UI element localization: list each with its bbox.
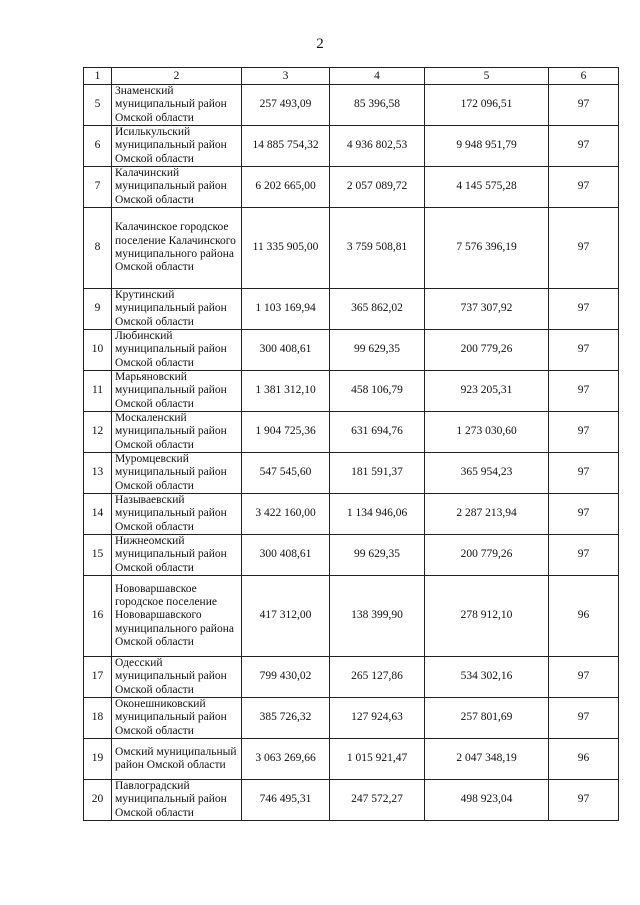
column-5-cell: 737 307,92 (425, 289, 549, 330)
column-3-cell: 417 312,00 (242, 576, 330, 657)
column-6-cell: 96 (549, 576, 619, 657)
table-row (84, 289, 619, 330)
table-row (84, 371, 619, 412)
row-number-cell: 16 (84, 576, 112, 657)
row-number-cell: 19 (84, 739, 112, 780)
row-number-cell: 8 (84, 208, 112, 289)
column-5-cell: 2 287 213,94 (425, 494, 549, 535)
column-5-cell: 278 912,10 (425, 576, 549, 657)
column-4-cell: 265 127,86 (330, 657, 425, 698)
column-5-cell: 200 779,26 (425, 535, 549, 576)
column-3-cell: 799 430,02 (242, 657, 330, 698)
column-6-cell: 97 (549, 412, 619, 453)
row-number-cell: 10 (84, 330, 112, 371)
table-row (84, 576, 619, 657)
municipality-name-cell: Называевский муниципальный район Омской области (112, 494, 242, 535)
column-4-cell: 127 924,63 (330, 698, 425, 739)
column-3-cell: 1 103 169,94 (242, 289, 330, 330)
table-row (84, 167, 619, 208)
column-3-cell: 547 545,60 (242, 453, 330, 494)
row-number-cell: 17 (84, 657, 112, 698)
column-4-cell: 1 134 946,06 (330, 494, 425, 535)
page-number: 2 (316, 36, 324, 52)
column-4-cell: 3 759 508,81 (330, 208, 425, 289)
column-3-cell: 14 885 754,32 (242, 126, 330, 167)
table-row (84, 85, 619, 126)
column-6-cell: 97 (549, 85, 619, 126)
column-6-cell: 97 (549, 289, 619, 330)
column-6-cell: 97 (549, 330, 619, 371)
column-4-cell: 4 936 802,53 (330, 126, 425, 167)
table-row (84, 780, 619, 821)
column-5-cell: 200 779,26 (425, 330, 549, 371)
table-row (84, 657, 619, 698)
municipality-name-cell: Крутинский муниципальный район Омской области (112, 289, 242, 330)
municipality-name-cell: Знаменский муниципальный район Омской области (112, 85, 242, 126)
row-number-cell: 5 (84, 85, 112, 126)
column-3-cell: 6 202 665,00 (242, 167, 330, 208)
column-3-cell: 1 381 312,10 (242, 371, 330, 412)
column-5-cell: 1 273 030,60 (425, 412, 549, 453)
column-3-cell: 300 408,61 (242, 535, 330, 576)
row-number-cell: 9 (84, 289, 112, 330)
municipality-name-cell: Москаленский муниципальный район Омской области (112, 412, 242, 453)
column-6-cell: 97 (549, 126, 619, 167)
column-5-cell: 172 096,51 (425, 85, 549, 126)
column-4-cell: 99 629,35 (330, 330, 425, 371)
table-row (84, 535, 619, 576)
municipality-name-cell: Павлоградский муниципальный район Омской области (112, 780, 242, 821)
column-3-cell: 385 726,32 (242, 698, 330, 739)
table-row (84, 494, 619, 535)
column-3-cell: 1 904 725,36 (242, 412, 330, 453)
row-number-cell: 12 (84, 412, 112, 453)
column-3-cell: 3 422 160,00 (242, 494, 330, 535)
column-6-cell: 97 (549, 494, 619, 535)
row-number-cell: 7 (84, 167, 112, 208)
column-3-cell: 11 335 905,00 (242, 208, 330, 289)
table-row (84, 126, 619, 167)
table-header-row (84, 68, 619, 85)
column-6-cell: 97 (549, 453, 619, 494)
column-5-cell: 534 302,16 (425, 657, 549, 698)
row-number-cell: 15 (84, 535, 112, 576)
column-5-cell: 257 801,69 (425, 698, 549, 739)
column-5-cell: 498 923,04 (425, 780, 549, 821)
column-6-cell: 97 (549, 657, 619, 698)
column-6-cell: 96 (549, 739, 619, 780)
table-row (84, 330, 619, 371)
table-row (84, 739, 619, 780)
column-6-cell: 97 (549, 371, 619, 412)
column-6-cell: 97 (549, 535, 619, 576)
data-table (83, 67, 619, 821)
table-row (84, 412, 619, 453)
column-4-cell: 631 694,76 (330, 412, 425, 453)
column-header: 3 (242, 68, 330, 85)
column-4-cell: 247 572,27 (330, 780, 425, 821)
column-4-cell: 181 591,37 (330, 453, 425, 494)
column-4-cell: 99 629,35 (330, 535, 425, 576)
column-3-cell: 746 495,31 (242, 780, 330, 821)
column-5-cell: 365 954,23 (425, 453, 549, 494)
row-number-cell: 20 (84, 780, 112, 821)
municipality-name-cell: Оконешниковский муниципальный район Омской области (112, 698, 242, 739)
municipality-name-cell: Калачинский муниципальный район Омской области (112, 167, 242, 208)
column-4-cell: 458 106,79 (330, 371, 425, 412)
column-6-cell: 97 (549, 780, 619, 821)
column-5-cell: 7 576 396,19 (425, 208, 549, 289)
municipality-name-cell: Муромцевский муниципальный район Омской области (112, 453, 242, 494)
table-row (84, 208, 619, 289)
municipality-name-cell: Калачинское городское поселение Калачинского муниципального района Омской области (112, 208, 242, 289)
municipality-name-cell: Марьяновский муниципальный район Омской области (112, 371, 242, 412)
column-6-cell: 97 (549, 698, 619, 739)
column-4-cell: 2 057 089,72 (330, 167, 425, 208)
table-row (84, 698, 619, 739)
row-number-cell: 14 (84, 494, 112, 535)
municipality-name-cell: Нижнеомский муниципальный район Омской области (112, 535, 242, 576)
column-4-cell: 138 399,90 (330, 576, 425, 657)
column-5-cell: 2 047 348,19 (425, 739, 549, 780)
column-header: 5 (425, 68, 549, 85)
column-header: 2 (112, 68, 242, 85)
column-4-cell: 85 396,58 (330, 85, 425, 126)
row-number-cell: 6 (84, 126, 112, 167)
column-header: 4 (330, 68, 425, 85)
table-row (84, 453, 619, 494)
column-6-cell: 97 (549, 208, 619, 289)
column-3-cell: 300 408,61 (242, 330, 330, 371)
column-3-cell: 257 493,09 (242, 85, 330, 126)
municipality-name-cell: Омский муниципальный район Омской области (112, 739, 242, 780)
column-5-cell: 4 145 575,28 (425, 167, 549, 208)
row-number-cell: 18 (84, 698, 112, 739)
municipality-name-cell: Одесский муниципальный район Омской области (112, 657, 242, 698)
column-3-cell: 3 063 269,66 (242, 739, 330, 780)
column-5-cell: 9 948 951,79 (425, 126, 549, 167)
municipality-name-cell: Любинский муниципальный район Омской области (112, 330, 242, 371)
municipality-name-cell: Нововаршавское городское поселение Нововаршавского муниципального района Омской области (112, 576, 242, 657)
column-5-cell: 923 205,31 (425, 371, 549, 412)
row-number-cell: 11 (84, 371, 112, 412)
row-number-cell: 13 (84, 453, 112, 494)
column-6-cell: 97 (549, 167, 619, 208)
column-header: 1 (84, 68, 112, 85)
column-4-cell: 1 015 921,47 (330, 739, 425, 780)
column-4-cell: 365 862,02 (330, 289, 425, 330)
municipality-name-cell: Исилькульский муниципальный район Омской области (112, 126, 242, 167)
column-header: 6 (549, 68, 619, 85)
